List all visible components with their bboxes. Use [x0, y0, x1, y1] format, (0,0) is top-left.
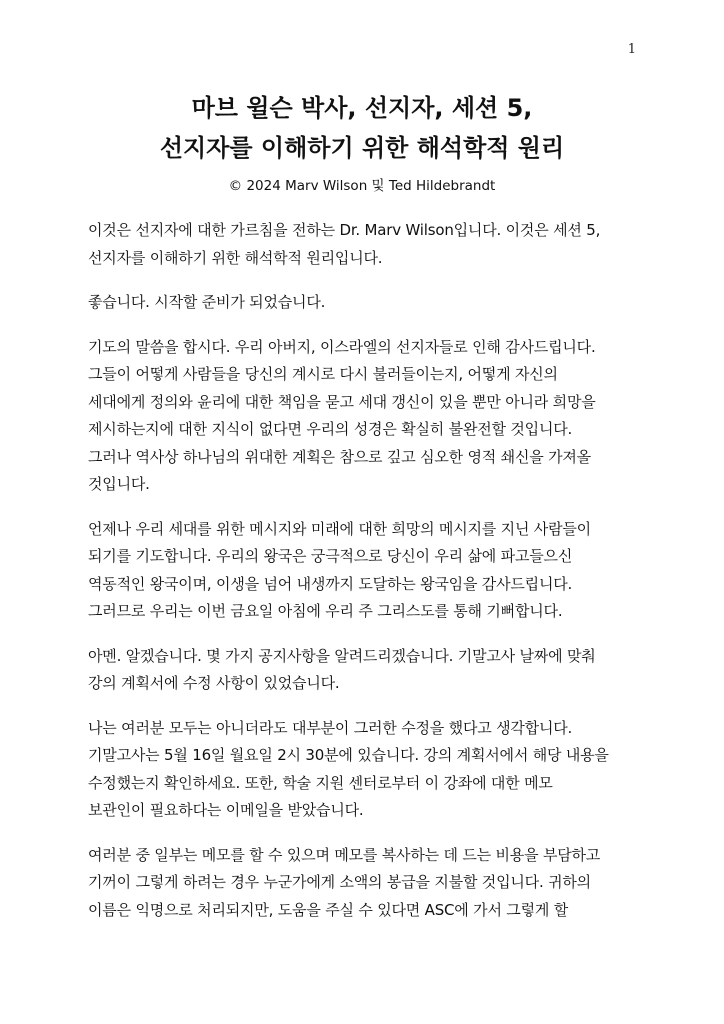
page-number: 1	[627, 42, 636, 57]
title-block	[60, 88, 664, 196]
paragraph: 좋습니다. 시작할 준비가 되었습니다.	[88, 293, 326, 311]
paragraph: 이것은 선지자에 대한 가르침을 전하는 Dr. Marv Wilson입니다. 이것은 세션 5, 선지자를 이해하기 위한 해석학적 원리입니다.	[88, 221, 601, 267]
paragraph: 아멘. 알겠습니다. 몇 가지 공지사항을 알려드리겠습니다. 기말고사 날짜에 맞춰 강의 계획서에 수정 사항이 있었습니다.	[88, 646, 596, 692]
body-text	[88, 217, 648, 941]
paragraph: 나는 여러분 모두는 아니더라도 대부분이 그러한 수정을 했다고 생각합니다. 기말고사는 5월 16일 월요일 2시 30분에 있습니다. 강의 계획서에서 해당 내용을 수정했는지 확인하세요. 또한, 학술 지원 센터로부터 이 강좌에 대한 메모 보관인이 필요하다는 이메일을 받았습니다.	[88, 718, 609, 819]
title-line-2: 선지자를 이해하기 위한 해석학적 원리	[159, 134, 565, 162]
paragraph: 언제나 우리 세대를 위한 메시지와 미래에 대한 희망의 메시지를 지닌 사람들이 되기를 기도합니다. 우리의 왕국은 궁극적으로 당신이 우리 삶에 파고들으신 역동적인 왕국이며, 이생을 넘어 내생까지 도달하는 왕국임을 감사드립니다. 그러므로 우리는 이번 금요일 아침에 우리 주 그리스도를 통해 기뻐합니다.	[88, 519, 591, 620]
title-line-1: 마브 윌슨 박사, 선지자, 세션 5,	[191, 94, 533, 122]
paragraph: 기도의 말씀을 합시다. 우리 아버지, 이스라엘의 선지자들로 인해 감사드립니다. 그들이 어떻게 사람들을 당신의 계시로 다시 불러들이는지, 어떻게 자신의 세대에게 정의와 윤리에 대한 책임을 묻고 세대 갱신이 있을 뿐만 아니라 희망을 제시하는지에 대한 지식이 없다면 우리의 성경은 확실히 불완전할 것입니다. 그러나 역사상 하나님의 위대한 계획은 참으로 깊고 심오한 영적 쇄신을 가져올 것입니다.	[88, 337, 596, 493]
copyright-notice: © 2024 Marv Wilson 및 Ted Hildebrandt	[228, 178, 496, 194]
paragraph: 여러분 중 일부는 메모를 할 수 있으며 메모를 복사하는 데 드는 비용을 부담하고 기꺼이 그렇게 하려는 경우 누군가에게 소액의 봉급을 지불할 것입니다. 귀하의 이름은 익명으로 처리되지만, 도움을 주실 수 있다면 ASC에 가서 그렇게 할	[88, 845, 601, 919]
